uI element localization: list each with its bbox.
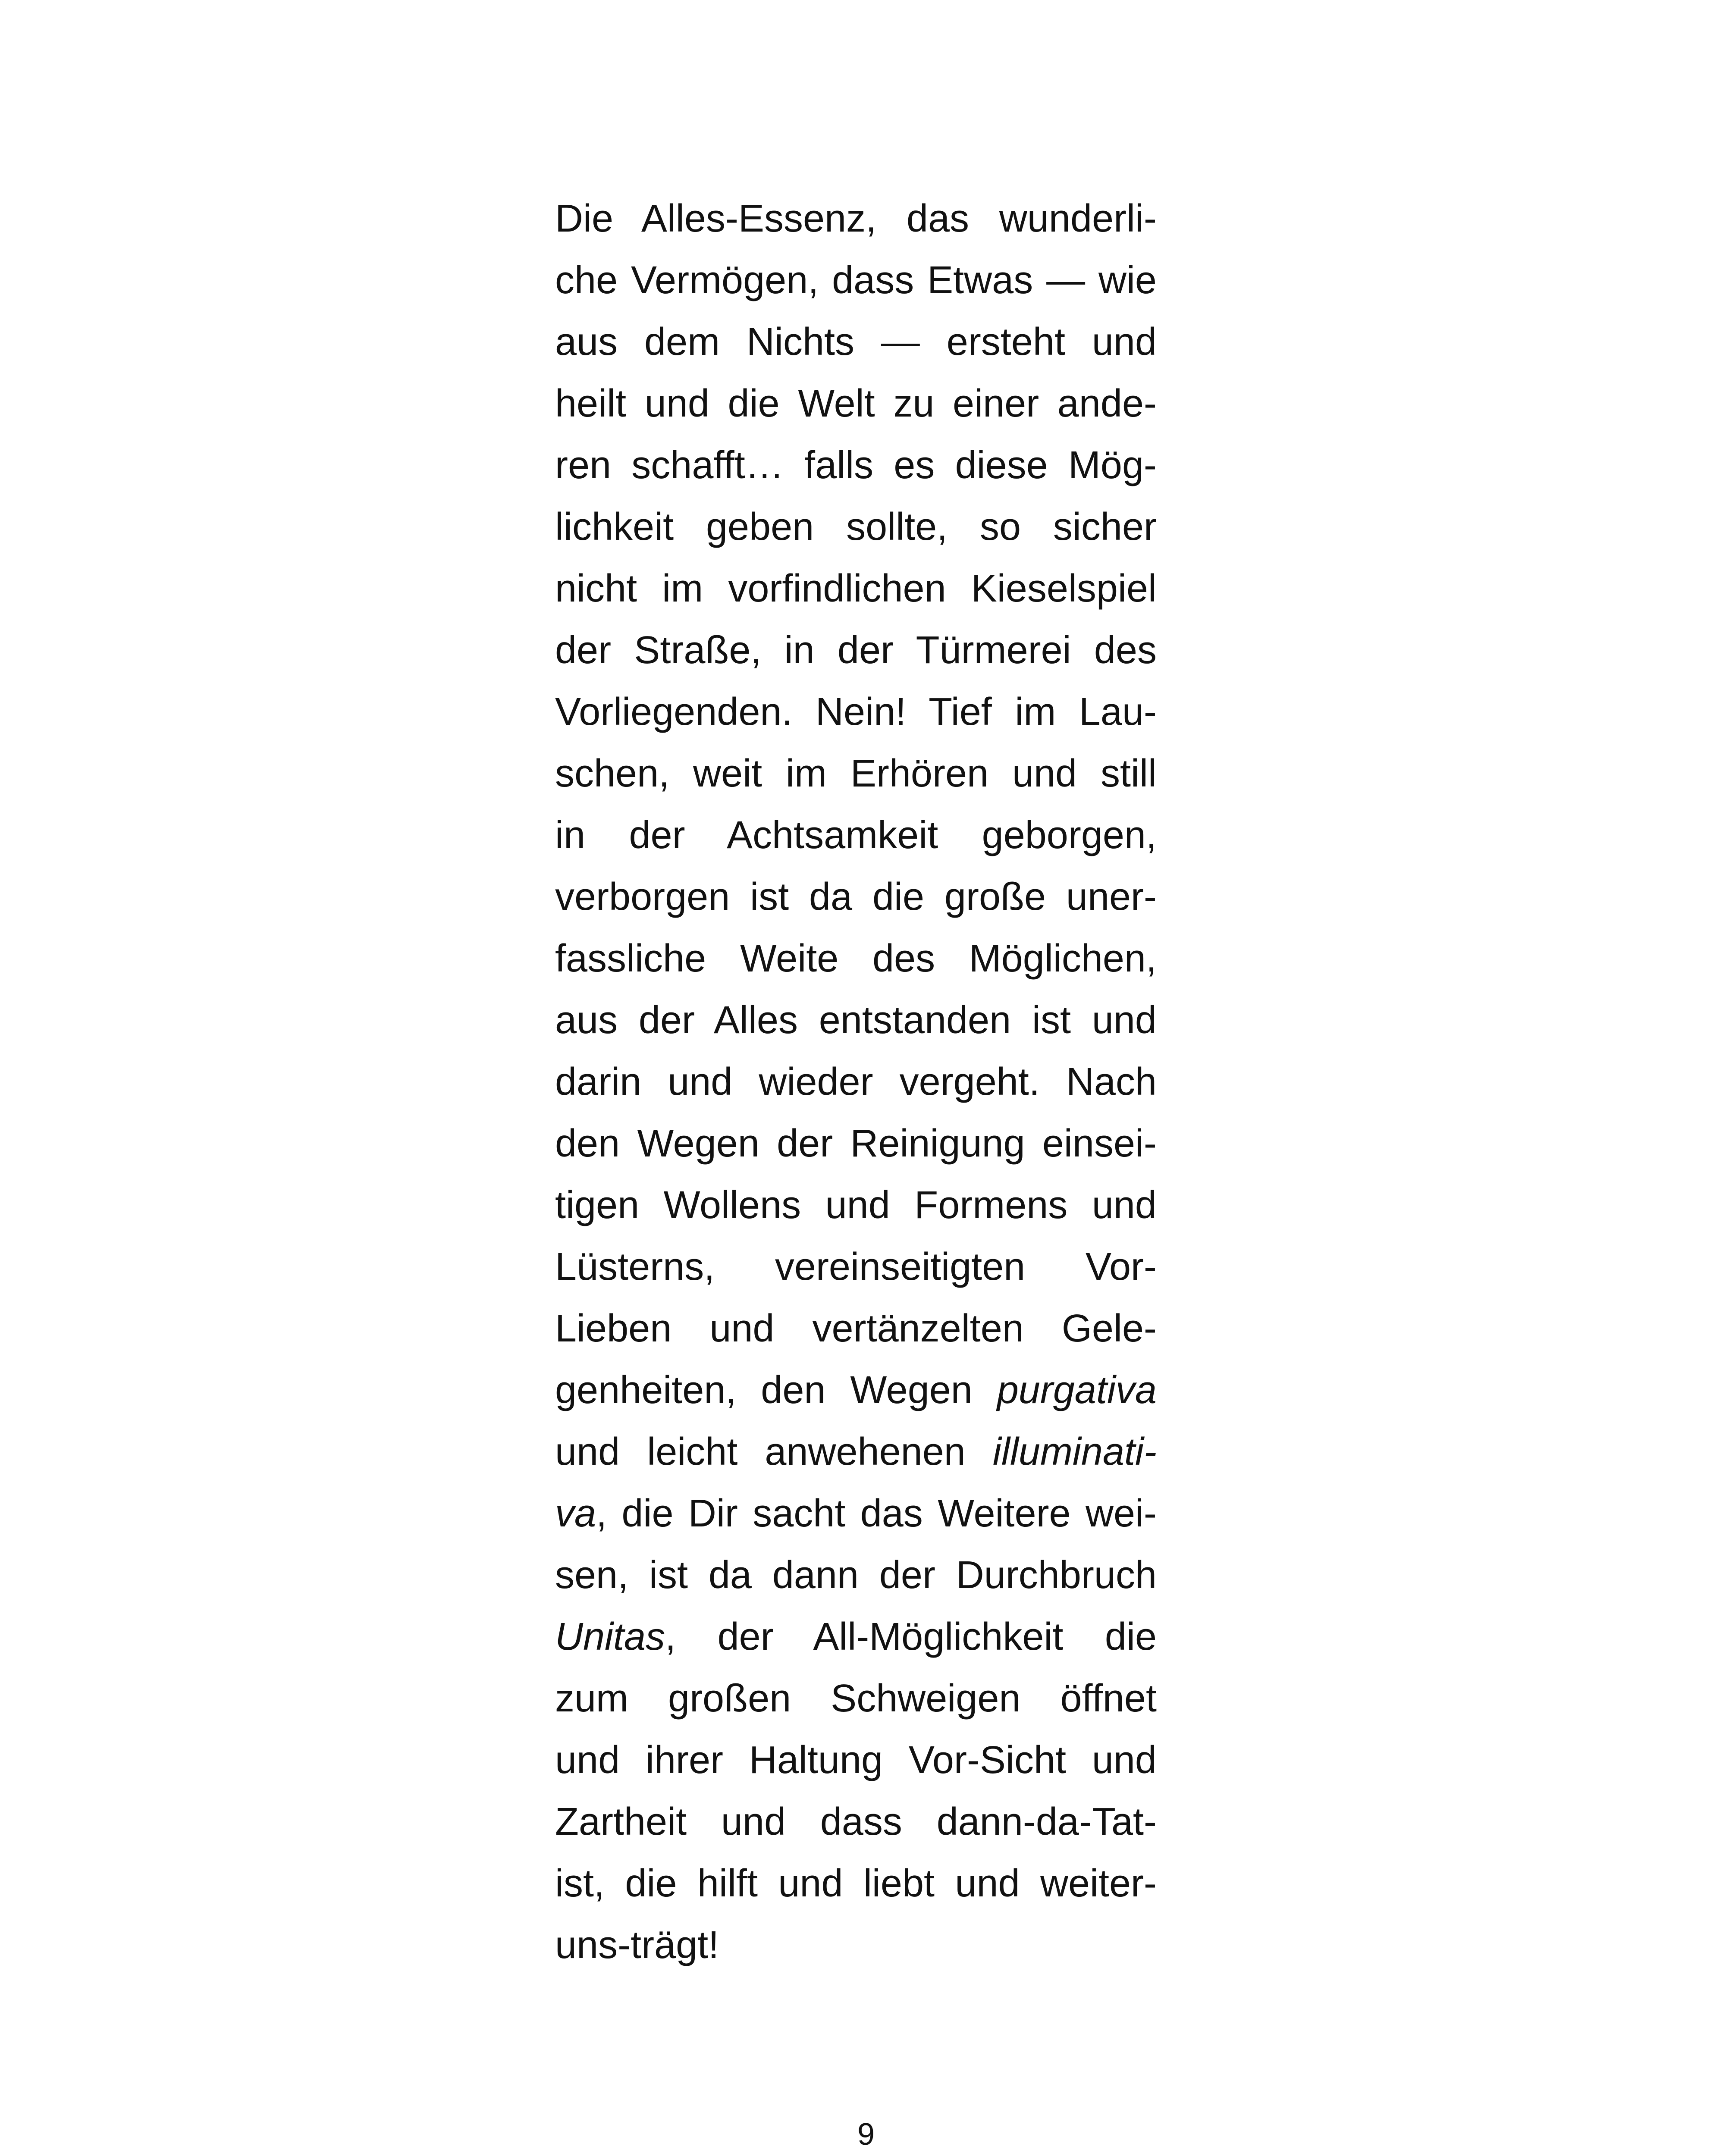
text-segment: Lüsterns, vereinseitigten Vor- xyxy=(555,1245,1157,1288)
text-line xyxy=(555,1483,1157,1545)
text-segment: zum großen Schweigen öffnet xyxy=(555,1677,1157,1720)
text-segment: verborgen ist da die große uner- xyxy=(555,875,1157,918)
italic-text: purgativa xyxy=(997,1369,1157,1412)
text-line xyxy=(555,1915,1157,1976)
text-segment: heilt und die Welt zu einer ande- xyxy=(555,382,1157,425)
text-segment: Vorliegenden. Nein! Tief im Lau- xyxy=(555,690,1157,733)
text-line xyxy=(555,1545,1157,1606)
italic-text: va xyxy=(555,1492,596,1535)
text-line xyxy=(555,496,1157,558)
text-line xyxy=(555,1175,1157,1236)
text-line xyxy=(555,620,1157,681)
text-line xyxy=(555,1421,1157,1483)
text-line xyxy=(555,1853,1157,1915)
text-segment: Lieben und vertänzelten Gele- xyxy=(555,1307,1157,1350)
text-line xyxy=(555,373,1157,435)
text-segment: der Straße, in der Türmerei des xyxy=(555,629,1157,672)
text-segment: aus der Alles entstanden ist und xyxy=(555,999,1157,1042)
text-line xyxy=(555,435,1157,496)
text-line xyxy=(555,558,1157,620)
page-number: 9 xyxy=(857,2117,875,2152)
text-line xyxy=(555,990,1157,1051)
text-segment: , der All-Möglichkeit die xyxy=(665,1615,1157,1658)
text-line xyxy=(555,1360,1157,1421)
text-segment: genheiten, den Wegen xyxy=(555,1369,997,1412)
text-segment: darin und wieder vergeht. Nach xyxy=(555,1060,1157,1103)
text-segment: Die Alles-Essenz, das wunderli- xyxy=(555,197,1157,240)
text-line xyxy=(555,743,1157,805)
italic-text: Unitas xyxy=(555,1615,665,1658)
body-text xyxy=(555,188,1157,1976)
text-segment: und ihrer Haltung Vor-Sicht und xyxy=(555,1739,1157,1782)
text-segment: tigen Wollens und Formens und xyxy=(555,1184,1157,1227)
text-segment: fassliche Weite des Möglichen, xyxy=(555,937,1157,980)
text-segment: lichkeit geben sollte, so sicher xyxy=(555,505,1157,548)
text-line xyxy=(555,1051,1157,1113)
text-line xyxy=(555,1791,1157,1853)
text-segment: Zartheit und dass dann-da-Tat- xyxy=(555,1800,1157,1843)
text-line xyxy=(555,681,1157,743)
text-segment: schen, weit im Erhören und still xyxy=(555,752,1157,795)
text-line xyxy=(555,1668,1157,1730)
text-line xyxy=(555,188,1157,250)
text-segment: ist, die hilft und liebt und weiter- xyxy=(555,1862,1157,1905)
text-segment: den Wegen der Reinigung einsei- xyxy=(555,1122,1157,1165)
text-segment: che Vermögen, dass Etwas — wie xyxy=(555,259,1157,302)
text-segment: nicht im vorfindlichen Kieselspiel xyxy=(555,567,1157,610)
text-line xyxy=(555,805,1157,866)
text-line xyxy=(555,1730,1157,1791)
italic-text: illuminati- xyxy=(992,1430,1157,1473)
text-segment: ren schafft… falls es diese Mög- xyxy=(555,444,1157,487)
text-segment: in der Achtsamkeit geborgen, xyxy=(555,814,1157,857)
text-line xyxy=(555,928,1157,990)
text-line xyxy=(555,1236,1157,1298)
text-segment: und leicht anwehenen xyxy=(555,1430,993,1473)
text-line xyxy=(555,1113,1157,1175)
text-segment: uns-trägt! xyxy=(555,1924,719,1967)
text-line xyxy=(555,311,1157,373)
text-line xyxy=(555,1298,1157,1360)
text-line xyxy=(555,250,1157,311)
text-line xyxy=(555,866,1157,928)
text-segment: , die Dir sacht das Weitere wei- xyxy=(596,1492,1157,1535)
text-segment: aus dem Nichts — ersteht und xyxy=(555,320,1157,364)
text-segment: sen, ist da dann der Durchbruch xyxy=(555,1554,1157,1597)
text-line xyxy=(555,1606,1157,1668)
